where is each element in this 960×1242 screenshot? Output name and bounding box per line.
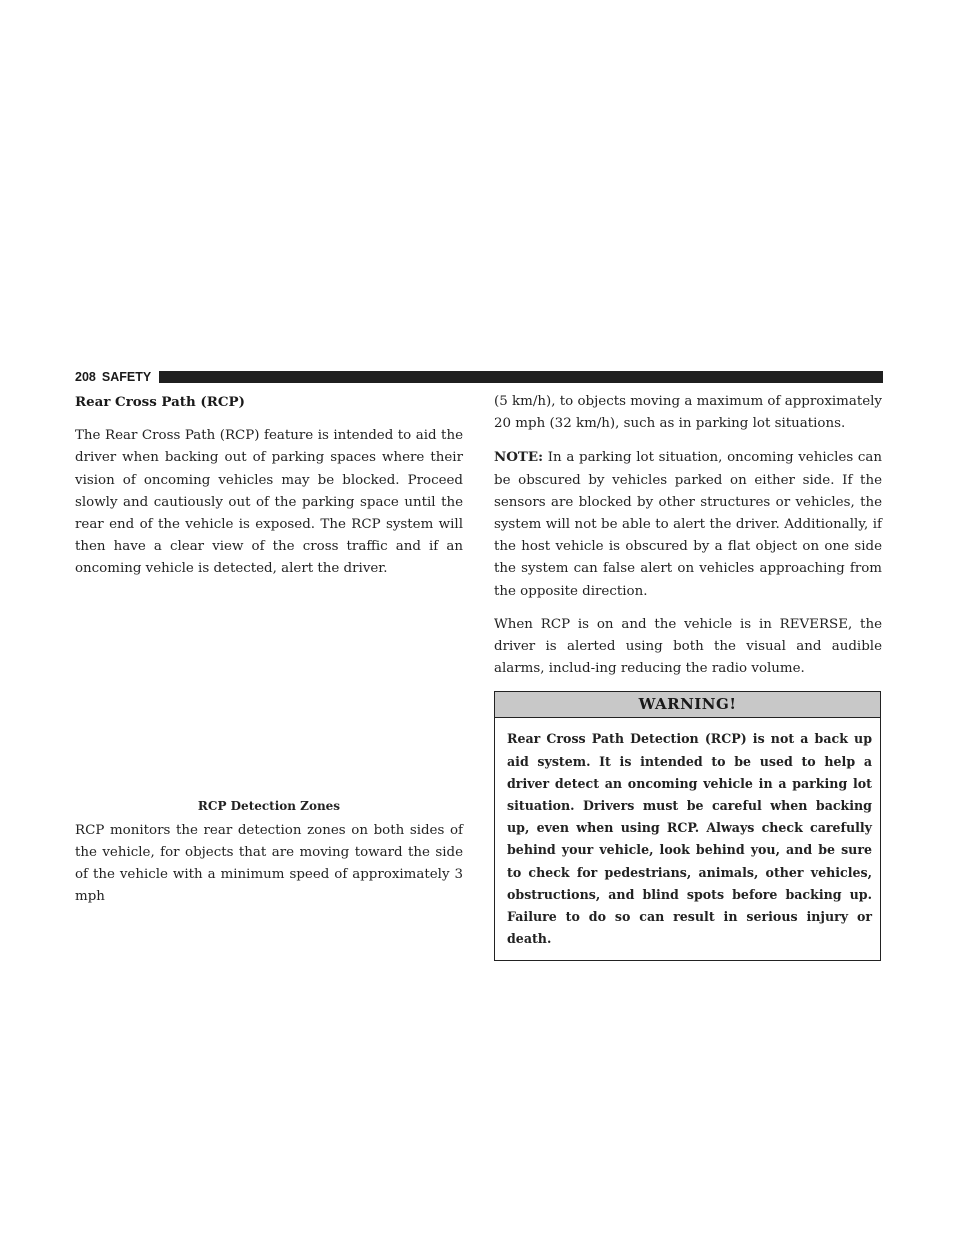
monitor-paragraph: RCP monitors the rear detection zones on both sides of the vehicle, for objects that are moving toward the side of the vehicle with a minimum speed of approximately 3 mph [75,822,463,905]
page-header [75,370,883,384]
note-paragraph [494,446,882,602]
note-text: In a parking lot situation, oncoming vehicles can be obscured by vehicles parked on either side. If the sensors are blocked by other structures or vehicles, the system will not be able to alert the driver. Additionally, if the host vehicle is obscured by a flat object on one side the system can false alert on vehicles approaching from the opposite direction. [494,450,882,599]
note-label: NOTE: [494,449,544,466]
section-title: SAFETY [101,370,152,384]
reverse-paragraph: When RCP is on and the vehicle is in REVERSE, the driver is alerted using both the visual and audible alarms, includ-ing reducing the radio volume. [494,616,882,677]
figure-caption: RCP Detection Zones [197,798,341,813]
right-column [494,391,882,961]
page-number: 208 [75,370,96,384]
continuation-paragraph: (5 km/h), to objects moving a maximum of approximately 20 mph (32 km/h), such as in parking lot situations. [494,394,882,432]
warning-box [494,691,881,961]
header-rule [159,371,883,383]
rcp-detection-zones-figure [75,592,463,797]
warning-text: Rear Cross Path Detection (RCP) is not a back up aid system. It is intended to be used to help a driver detect an oncoming vehicle in a parking lot situation. Drivers must be careful when backing up, even when using RCP. Always check carefully behind your vehicle, look behind you, and be sure to check for pedestrians, animals, other vehicles, obstructions, and blind spots before backing up. Failure to do so can result in serious injury or death. [507,731,872,947]
intro-paragraph: The Rear Cross Path (RCP) feature is intended to aid the driver when backing out of parking spaces where their vision of oncoming vehicles may be blocked. Proceed slowly and cautiously out of the parking space until the rear end of the vehicle is exposed. The RCP system will then have a clear view of the cross traffic and if an oncoming vehicle is detected, alert the driver. [75,428,463,577]
left-column [75,391,463,919]
section-heading: Rear Cross Path (RCP) [75,394,245,410]
warning-title: WARNING! [495,692,880,718]
